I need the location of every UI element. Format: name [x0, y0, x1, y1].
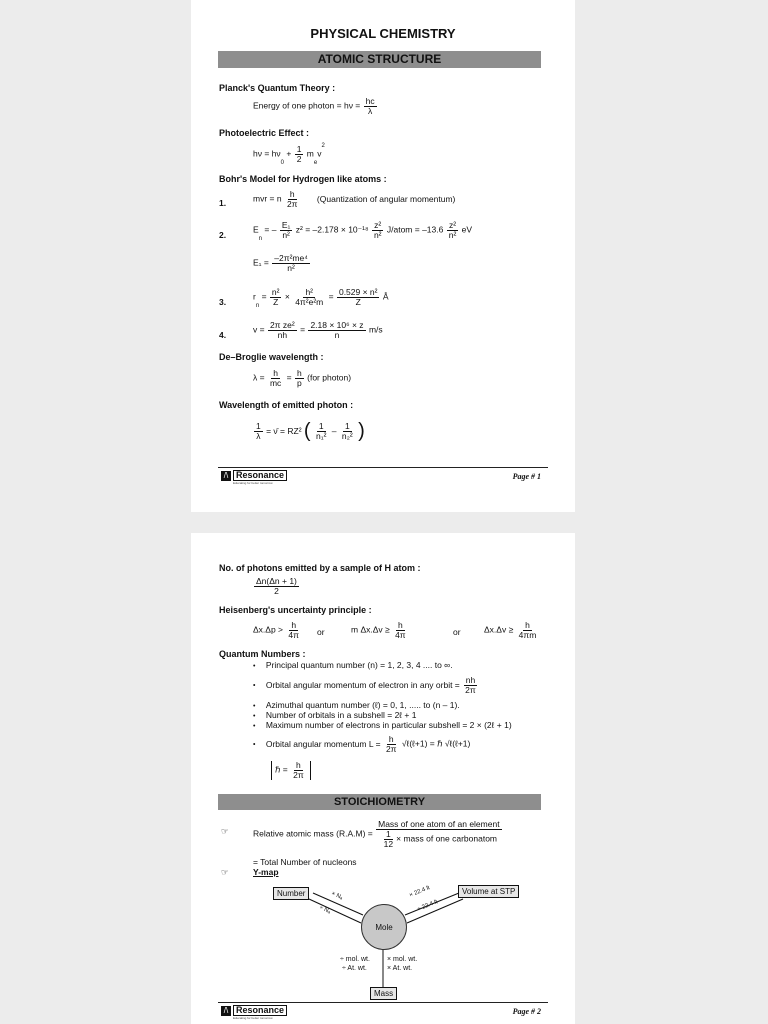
label-div-22-4: ÷ 22.4 lt — [416, 899, 439, 913]
page-2 — [191, 533, 575, 1024]
item-number: 3. — [219, 297, 227, 307]
bohr-eq-4: v = $\frac{\text{2π ze²}}{nh}$ = $\frac{\text{2.18 × 10⁶ × z}}{n}$ m/s — [253, 320, 383, 340]
bohr-eq-1: mvr = n $\frac{h}{2\pi}$ (Quantization of angular momentum) — [253, 189, 456, 209]
page-number: Page # 1 — [512, 472, 541, 481]
number-box: Number — [273, 887, 309, 900]
page-title: PHYSICAL CHEMISTRY — [310, 26, 456, 41]
item-number: 2. — [219, 230, 227, 240]
or-text: or — [453, 627, 461, 637]
item-number: 4. — [219, 330, 227, 340]
hbar-definition: ℏ = $\frac{h}{2\pi}$ — [271, 761, 311, 780]
photons-heading: No. of photons emitted by a sample of H atom : — [219, 563, 421, 573]
pointer-icon: ☞ — [221, 867, 229, 877]
quantum-numbers-heading: Quantum Numbers : — [219, 649, 306, 659]
or-text: or — [317, 627, 325, 637]
ymap-connectors — [191, 533, 575, 1024]
resonance-logo: /\ Resonance — [221, 470, 287, 481]
page-number: Page # 2 — [512, 1007, 541, 1016]
list-item: • Principal quantum number (n) = 1, 2, 3, 4 .... to ∞. — [253, 660, 453, 670]
logo-tagline: Educating for better tomorrow — [233, 481, 273, 485]
label-div-at-wt: ÷ At. wt. — [342, 965, 367, 972]
label-times-na: × Nₐ — [330, 890, 344, 902]
heisenberg-eq-1: Δx.Δp > $\frac{h}{4\pi}$ — [253, 620, 299, 640]
de-broglie-heading: De–Broglie wavelength : — [219, 352, 324, 362]
footer-rule — [218, 1002, 548, 1003]
volume-box: Volume at STP — [458, 885, 519, 898]
section-band-atomic-structure: ATOMIC STRUCTURE — [218, 51, 541, 68]
pointer-icon: ☞ — [221, 826, 229, 836]
heisenberg-eq-2: m Δx.Δv ≥ $\frac{h}{4\pi}$ — [351, 620, 406, 640]
bohr-eq-2: $E_n$ = – $\frac{\text{E₁}}{\text{n²}}$ z² = –2.178 × 10⁻¹⁸ $\frac{\text{z²}}{\text{n²}}$ J/atom = –13.6 $\frac{\text{z²}}{\text{n²}}$ eV — [253, 220, 473, 242]
rydberg-equation: $\frac{1}{\lambda}$ = ν̄ = RZ² ( $\frac{1}{\text{n₁²}}$ – $\frac{1}{\text{n₂²}}$ ) — [256, 420, 365, 442]
page-1 — [191, 0, 575, 512]
item-number: 1. — [219, 198, 227, 208]
list-item: • Maximum number of electrons in particular subshell = 2 × (2ℓ + 1) — [253, 720, 512, 730]
list-item: • Number of orbitals in a subshell = 2ℓ + 1 — [253, 710, 417, 720]
de-broglie-equation: λ = $\frac{h}{mc}$ = $\frac{h}{p}$ (for photon) — [253, 368, 352, 388]
footer-rule — [218, 467, 548, 468]
bohr-eq-3: $r_n$ = $\frac{\text{n²}}{Z}$ × $\frac{\text{h²}}{\text{4π²e²m}}$ = $\frac{\text{0.529 × n²}}{Z}$ Å — [253, 287, 389, 309]
label-div-na: ÷ Nₐ — [318, 904, 332, 916]
mass-box: Mass — [370, 987, 397, 1000]
resonance-logo: /\ Resonance — [221, 1005, 287, 1016]
bohr-heading: Bohr's Model for Hydrogen like atoms : — [219, 174, 387, 184]
bohr-eq-2b: E₁ = $\frac{\text{–2π²me⁴}}{\text{n²}}$ — [253, 253, 308, 273]
label-times-mol-wt: × mol. wt. — [387, 956, 418, 963]
heisenberg-eq-3: Δx.Δv ≥ $\frac{h}{4\pi m}$ — [484, 620, 537, 640]
list-item: • Azimuthal quantum number (ℓ) = 0, 1, ..... to (n – 1). — [253, 700, 460, 710]
list-item: • Orbital angular momentum L = $\frac{h}{2\pi}$ √ℓ(ℓ+1) = ℏ √ℓ(ℓ+1) — [253, 734, 471, 754]
section-band-stoichiometry: STOICHIOMETRY — [218, 794, 541, 810]
wavelength-heading: Wavelength of emitted photon : — [219, 400, 354, 410]
photoelectric-equation: $h\nu = h\nu_0$ + $\frac{1}{2}$ $m_ev^2$ — [253, 143, 325, 166]
ymap-heading: Y-map — [253, 867, 279, 877]
list-item: • Orbital angular momentum of electron in any orbit = $\frac{nh}{2\pi}$ — [253, 675, 476, 695]
label-times-at-wt: × At. wt. — [387, 965, 413, 972]
label-div-mol-wt: ÷ mol. wt. — [340, 956, 370, 963]
mole-circle: Mole — [361, 904, 407, 950]
photoelectric-heading: Photoelectric Effect : — [219, 128, 310, 138]
photons-equation: $\frac{\Delta n(\Delta n + 1)}{2}$ — [256, 576, 297, 596]
planck-equation: Energy of one photon = hν = $\frac{hc}{\lambda}$ — [253, 96, 375, 116]
planck-heading: Planck's Quantum Theory : — [219, 83, 336, 93]
ram-equation: Relative atomic mass (R.A.M) = Mass of one atom of an element $\frac{1}{12}$ × mass of one carbonatom — [253, 819, 500, 849]
ram-note: = Total Number of nucleons — [253, 857, 357, 867]
label-times-22-4: × 22.4 lt — [408, 885, 431, 899]
heisenberg-heading: Heisenberg's uncertainty principle : — [219, 605, 372, 615]
logo-tagline: Educating for better tomorrow — [233, 1016, 273, 1020]
